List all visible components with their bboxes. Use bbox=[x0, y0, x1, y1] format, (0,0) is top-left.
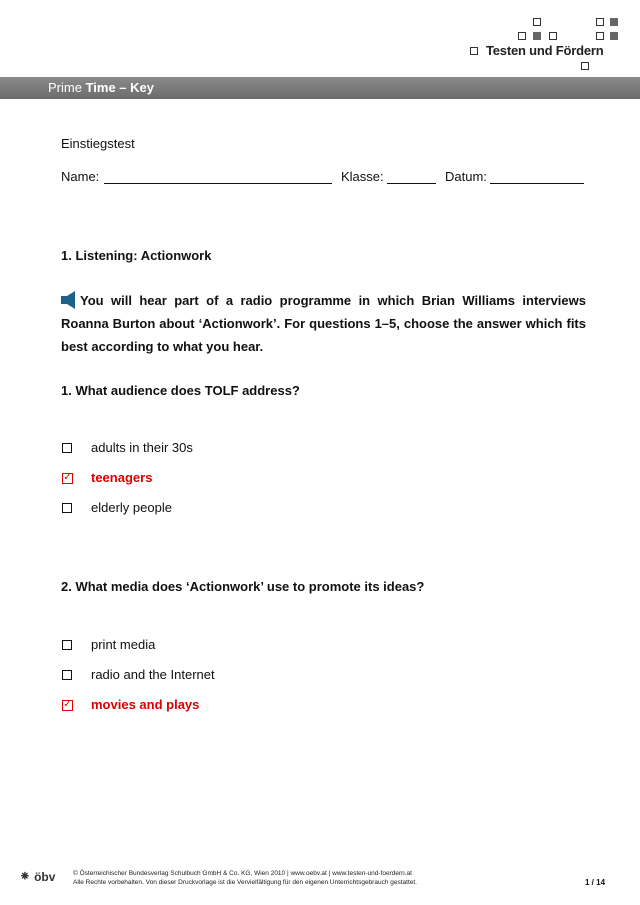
brand-name: Testen und Fördern bbox=[486, 43, 604, 58]
checkbox-icon[interactable] bbox=[62, 443, 72, 453]
logo-square bbox=[581, 62, 589, 70]
question-1: 1. What audience does TOLF address? bbox=[61, 383, 300, 398]
logo-square bbox=[533, 32, 541, 40]
option-label: print media bbox=[91, 637, 156, 652]
option-label: radio and the Internet bbox=[91, 667, 215, 682]
header-title-bold: Time – Key bbox=[85, 80, 154, 95]
class-field[interactable] bbox=[387, 183, 436, 184]
instructions-text: You will hear part of a radio programme in which Brian Williams interviews Roanna Burton about ‘Actionwork’. For questions 1–5, choose the answer which fits best according to what you hear. bbox=[61, 293, 586, 354]
section-heading: 1. Listening: Actionwork bbox=[61, 248, 212, 263]
copyright: © Österreichischer Bundesverlag Schulbuch GmbH & Co. KG, Wien 2010 | www.oebv.at | www.testen-und-foerdern.at bbox=[73, 870, 412, 877]
checkbox-icon[interactable] bbox=[62, 503, 72, 513]
logo-square bbox=[596, 32, 604, 40]
logo-square bbox=[470, 47, 478, 55]
publisher-logo: ⁕ öbv bbox=[19, 868, 56, 884]
checked-checkbox-icon[interactable]: ✓ bbox=[63, 699, 72, 710]
logo-square bbox=[610, 32, 618, 40]
page-number: 1 / 14 bbox=[585, 878, 606, 887]
logo-square bbox=[518, 32, 526, 40]
header-bar bbox=[0, 77, 640, 99]
name-label: Name: bbox=[61, 169, 100, 184]
test-title: Einstiegstest bbox=[61, 136, 135, 151]
logo-square bbox=[533, 18, 541, 26]
question-2: 2. What media does ‘Actionwork’ use to promote its ideas? bbox=[61, 579, 425, 594]
checkbox-icon[interactable] bbox=[62, 670, 72, 680]
logo-square bbox=[596, 18, 604, 26]
header-series: Prime bbox=[48, 80, 82, 95]
option-label: adults in their 30s bbox=[91, 440, 193, 455]
option-label-correct: movies and plays bbox=[91, 697, 200, 712]
header-title bbox=[48, 80, 154, 95]
logo-square bbox=[610, 18, 618, 26]
checked-checkbox-icon[interactable]: ✓ bbox=[63, 472, 72, 483]
speaker-icon[interactable] bbox=[61, 291, 78, 309]
date-label: Datum: bbox=[445, 169, 487, 184]
class-label: Klasse: bbox=[341, 169, 384, 184]
rights-notice: Alle Rechte vorbehalten. Von dieser Druckvorlage ist die Vervielfältigung für den eigenen Unterrichtsgebrauch gestattet. bbox=[73, 879, 417, 886]
checkbox-icon[interactable] bbox=[62, 640, 72, 650]
option-label-correct: teenagers bbox=[91, 470, 153, 485]
logo-square bbox=[549, 32, 557, 40]
date-field[interactable] bbox=[490, 183, 584, 184]
name-field[interactable] bbox=[104, 183, 332, 184]
option-label: elderly people bbox=[91, 500, 172, 515]
instructions bbox=[61, 289, 586, 358]
publisher-logo-text: öbv bbox=[34, 870, 56, 884]
